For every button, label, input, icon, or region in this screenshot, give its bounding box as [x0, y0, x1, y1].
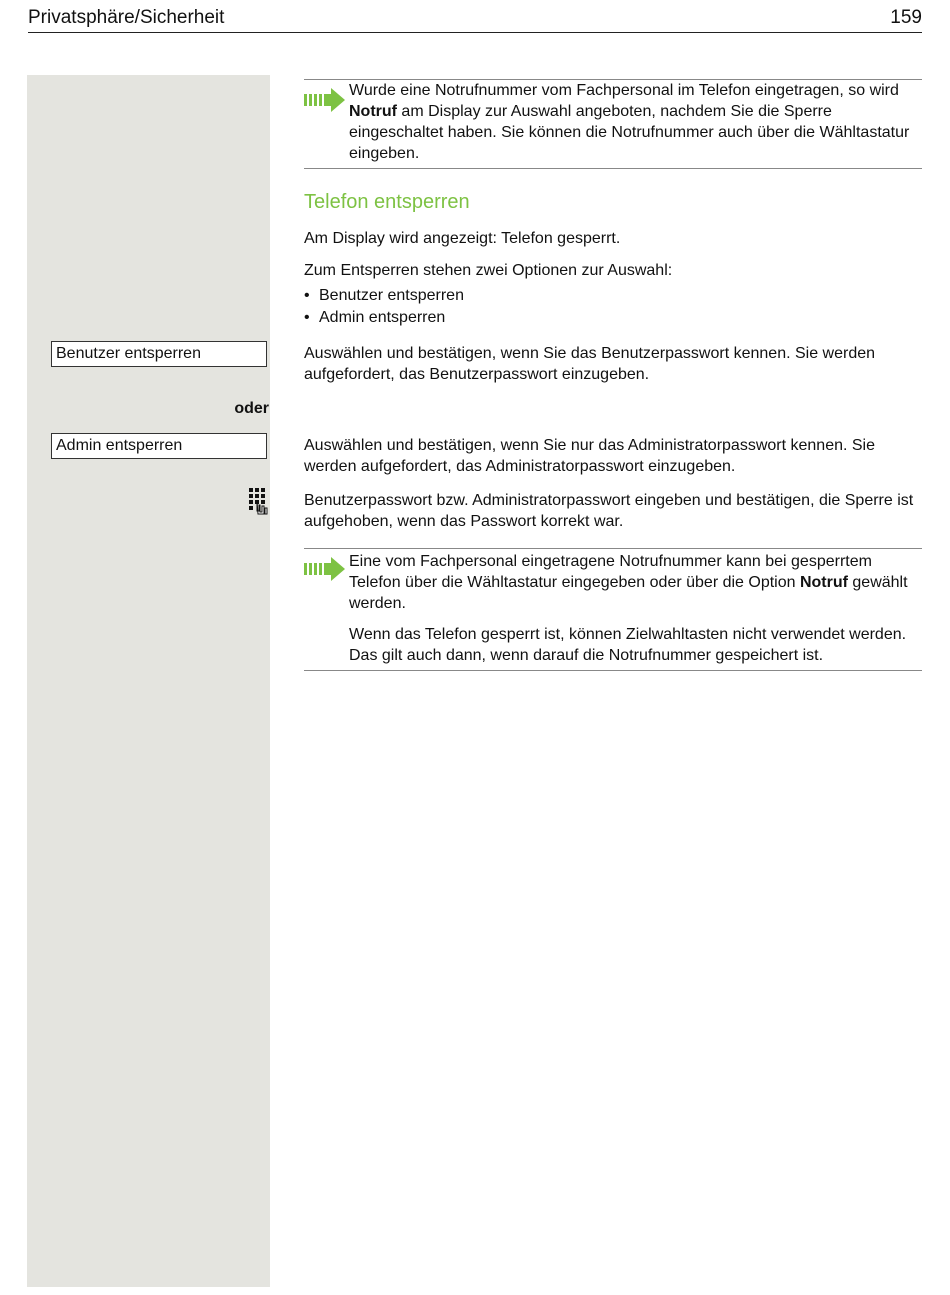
options-intro: Zum Entsperren stehen zwei Optionen zur Auswahl: [304, 262, 673, 279]
arrow-right-icon [304, 557, 346, 581]
notruf-keyword: Notruf [349, 103, 397, 120]
admin-unlock-description: Auswählen und bestätigen, wenn Sie nur das Administratorpasswort kennen. Sie werden aufgefordert, das Administratorpasswort einzugeben. [304, 437, 876, 475]
note-locked-phone [304, 548, 922, 671]
benutzer-entsperren-button[interactable]: Benutzer entsperren [51, 341, 267, 367]
options-list [304, 285, 464, 329]
display-text: Am Display wird angezeigt: Telefon gesperrt. [304, 230, 621, 247]
admin-entsperren-button[interactable]: Admin entsperren [51, 433, 267, 459]
note-text: Eine vom Fachpersonal eingetragene Notrufnummer kann bei gesperrtem Telefon über die Wähltastatur eingegeben oder über die Option Notruf gewählt werden. Wenn das Telefon gesperrt ist, können Zielwahltasten nicht verwendet werden. Das gilt auch dann, wenn darauf die Notrufnummer gespeichert ist. [349, 551, 922, 666]
list-item: • Admin entsperren [304, 307, 464, 329]
note-text: Wurde eine Notrufnummer vom Fachpersonal im Telefon eingetragen, so wird Notruf am Display zur Auswahl angeboten, nachdem Sie die Sperre eingeschaltet haben. Sie können die Notrufnummer auch über die Wähltastatur eingeben. [349, 82, 910, 162]
user-unlock-description: Auswählen und bestätigen, wenn Sie das Benutzerpasswort kennen. Sie werden aufgefordert, das Benutzerpasswort einzugeben. [304, 345, 876, 383]
page-number: 159 [890, 7, 922, 28]
keypad-icon [248, 487, 268, 515]
note-emergency-number [304, 79, 922, 169]
list-item: • Benutzer entsperren [304, 285, 464, 307]
section-heading: Telefon entsperren [304, 191, 470, 213]
arrow-right-icon [304, 88, 346, 112]
section-title: Privatsphäre/Sicherheit [28, 7, 225, 28]
or-label: oder [234, 400, 269, 417]
note-paragraph: Wenn das Telefon gesperrt ist, können Zielwahltasten nicht verwendet werden. Das gilt auch dann, wenn darauf die Notrufnummer gespeichert ist. [349, 626, 907, 664]
keypad-description: Benutzerpasswort bzw. Administratorpasswort eingeben und bestätigen, die Sperre ist aufgehoben, wenn das Passwort korrekt war. [304, 492, 914, 530]
header-divider [28, 32, 922, 33]
sidebar-column [27, 75, 270, 1287]
notruf-keyword: Notruf [799, 574, 848, 591]
